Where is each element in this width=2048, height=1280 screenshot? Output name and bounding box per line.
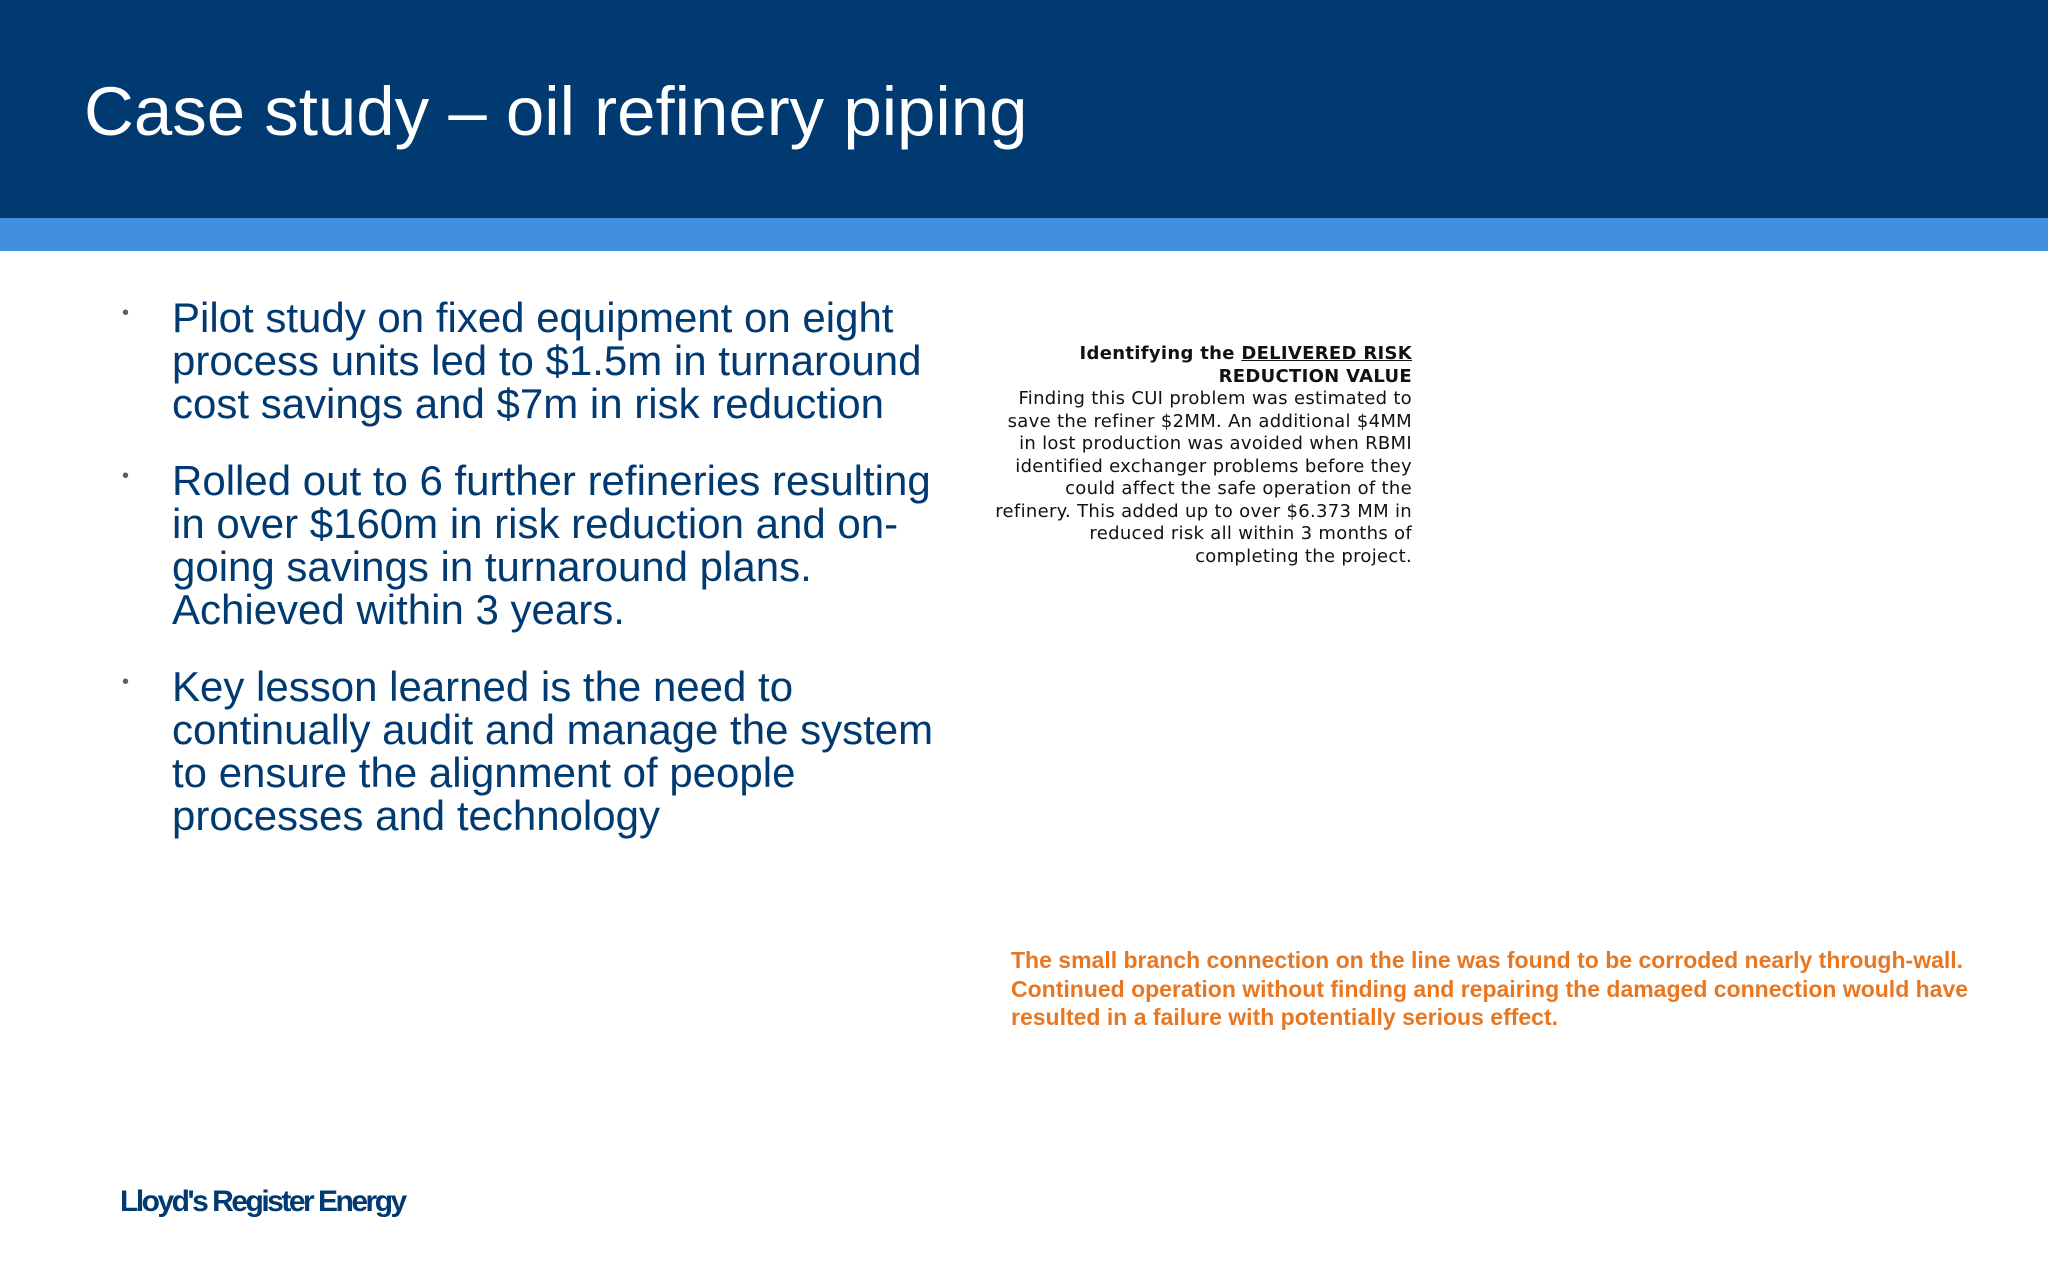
note-heading [990,343,1412,388]
bullet-item [118,459,958,631]
bullet-text: Key lesson learned is the need to continually audit and manage the system to ensure the alignment of people processes and technology [172,663,934,839]
bullet-marker: • [122,302,130,324]
note-heading-prefix: Identifying the [1079,343,1242,364]
slide-title: Case study – oil refinery piping [84,73,1028,150]
bullet-item [118,665,958,837]
bullet-marker: • [122,671,130,693]
note-heading-suffix: REDUCTION VALUE [1218,365,1412,387]
note-heading-underlined: DELIVERED RISK [1241,343,1412,364]
accent-stripe [0,218,2048,251]
bullet-list [118,296,958,871]
company-logo: Lloyd's Register Energy [120,1185,405,1218]
bullet-marker: • [122,465,130,487]
bullet-text: Rolled out to 6 further refineries resulting in over $160m in risk reduction and on-going savings in turnaround plans. Achieved within 3 years. [172,457,931,633]
bullet-text: Pilot study on fixed equipment on eight process units led to $1.5m in turnaround cost savings and $7m in risk reduction [172,294,922,427]
note-body: Finding this CUI problem was estimated to save the refiner $2MM. An additional $4MM in lost production was avoided when RBMI identified exchanger problems before they could affect the safe operation of the refinery. This added up to over $6.373 MM in reduced risk all within 3 months of completing the project. [995,388,1412,567]
risk-reduction-note [990,343,1412,568]
photo-caption: The small branch connection on the line was found to be corroded nearly through-wall. Continued operation without finding and repairing the damaged connection would have resulted in a failure with potentially serious effect. [1011,947,1969,1030]
bullet-item [118,296,958,425]
slide-header [0,0,2048,218]
